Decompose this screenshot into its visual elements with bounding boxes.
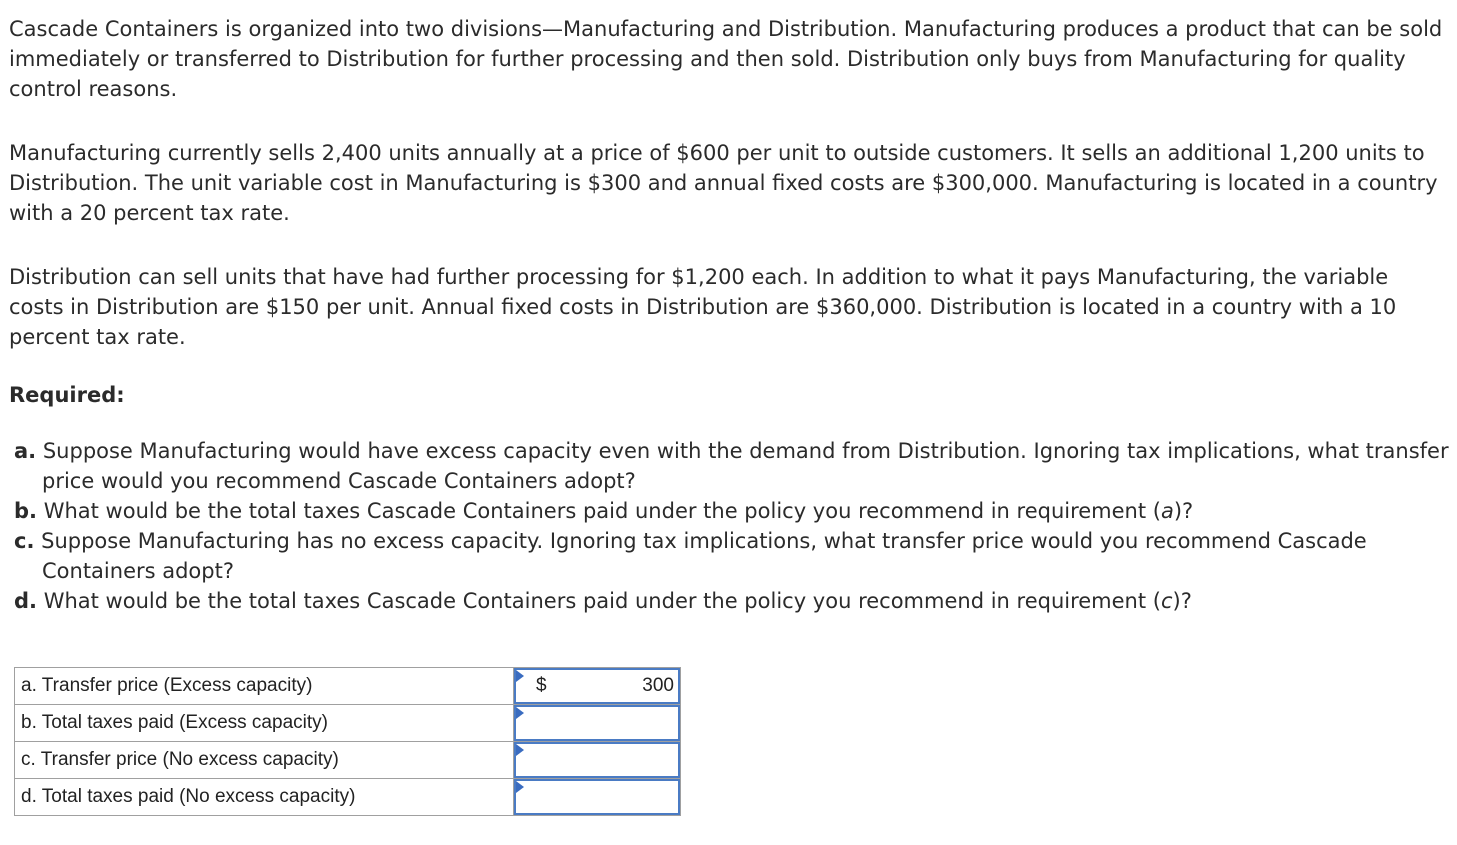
requirement-b xyxy=(9,496,1449,526)
requirement-ref: a xyxy=(1160,499,1174,523)
answer-label: b. Total taxes paid (Excess capacity) xyxy=(15,705,514,742)
answer-row-b xyxy=(15,705,681,742)
answer-cell xyxy=(514,668,681,705)
required-heading: Required: xyxy=(9,383,125,407)
answer-input-a[interactable] xyxy=(514,668,680,704)
requirement-ref: c xyxy=(1160,589,1173,613)
answer-input-b[interactable] xyxy=(514,705,680,741)
answer-cell xyxy=(514,779,681,816)
flag-icon xyxy=(516,744,524,756)
requirement-text: Suppose Manufacturing would have excess capacity even with the demand from Distribution. Ignoring tax implications, what transfer price would you recommend Cascade Containers adopt? xyxy=(42,439,1449,493)
requirement-letter: b. xyxy=(14,499,38,523)
answer-row-a xyxy=(15,668,681,705)
answer-cell xyxy=(514,705,681,742)
requirement-a xyxy=(9,436,1449,496)
requirement-text: What would be the total taxes Cascade Containers paid under the policy you recommend in requirement ( xyxy=(43,499,1161,523)
requirements-list xyxy=(9,436,1449,616)
answer-row-c xyxy=(15,742,681,779)
answer-row-d xyxy=(15,779,681,816)
requirement-letter: c. xyxy=(14,529,35,553)
flag-icon xyxy=(516,707,524,719)
answer-label: a. Transfer price (Excess capacity) xyxy=(15,668,514,705)
answer-label: d. Total taxes paid (No excess capacity) xyxy=(15,779,514,816)
problem-content xyxy=(9,14,1449,616)
requirement-letter: a. xyxy=(14,439,37,463)
requirement-c xyxy=(9,526,1449,586)
answer-label: c. Transfer price (No excess capacity) xyxy=(15,742,514,779)
flag-icon xyxy=(516,781,524,793)
answer-value: 300 xyxy=(642,675,674,696)
answer-cell xyxy=(514,742,681,779)
intro-paragraph-3: Distribution can sell units that have had further processing for $1,200 each. In addition to what it pays Manufacturing, the variable costs in Distribution are $150 per unit. Annual fixed costs in Distribution are $360,000. Distribution is located in a country with a 10 percent tax rate. xyxy=(9,265,1397,349)
requirement-d xyxy=(9,586,1449,616)
currency-symbol: $ xyxy=(536,675,547,696)
answer-input-c[interactable] xyxy=(514,742,680,778)
requirement-letter: d. xyxy=(14,589,38,613)
answer-input-d[interactable] xyxy=(514,779,680,815)
requirement-text-end: )? xyxy=(1173,499,1194,523)
flag-icon xyxy=(516,670,524,682)
requirement-text-end: )? xyxy=(1172,589,1192,613)
requirement-text: Suppose Manufacturing has no excess capacity. Ignoring tax implications, what transfer price would you recommend Cascade Containers adopt? xyxy=(41,529,1367,583)
intro-paragraph-1: Cascade Containers is organized into two divisions—Manufacturing and Distribution. Manufacturing produces a product that can be sold immediately or transferred to Distribution for further processing and then sold. Distribution only buys from Manufacturing for quality control reasons. xyxy=(9,17,1443,101)
answer-table xyxy=(14,667,681,816)
intro-paragraph-2: Manufacturing currently sells 2,400 units annually at a price of $600 per unit to outside customers. It sells an additional 1,200 units to Distribution. The unit variable cost in Manufacturing is $300 and annual fixed costs are $300,000. Manufacturing is located in a country with a 20 percent tax rate. xyxy=(9,141,1438,225)
requirement-text: What would be the total taxes Cascade Containers paid under the policy you recommend in requirement ( xyxy=(43,589,1161,613)
